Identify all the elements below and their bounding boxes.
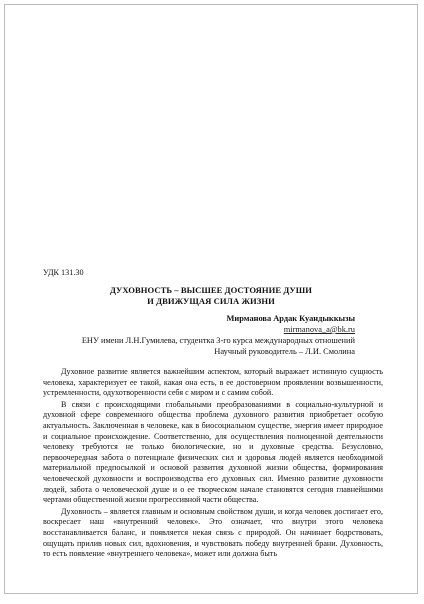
supervisor: Научный руководитель – Л.И. Смолина <box>214 347 355 356</box>
article-title <box>5 285 417 306</box>
title-line-2: И ДВИЖУЩАЯ СИЛА ЖИЗНИ <box>147 295 275 306</box>
author-block <box>5 313 417 357</box>
article-body <box>43 367 383 560</box>
author-email[interactable]: mirmanova_a@bk.ru <box>283 325 355 334</box>
paragraph-3: Духовность – является главным и основным свойством души, и когда человек достигает его, воскресает наш «внутренний человек». Это означает, что внутри этого человека восстанавливается баланс, и появляется некая связь с природой. Он начинает бодрствовать, ощущать прилив новых сил, вдохновения, и чувствовать победу внутренней брани. Духовность, то есть появление «внутреннего человека», может или должна быть <box>43 506 383 559</box>
document-page <box>4 4 418 594</box>
paragraph-1: Духовное развитие является важнейшим аспектом, который выражает истинную сущность человека, характеризует ее такой, какая она есть, в ее достоверном проявлении возвышенности, устремленности, одухотворенности себя с миром и с самим собой. <box>43 367 383 398</box>
paragraph-2: В связи с происходящими глобальными преобразованиями в социально-культурной и духовной сфере современного общества проблема духовного развития приобретает особую актуальность. Заключенная в человеке, как в биосоциальном существе, энергия имеет природное и социальное происхождение. Соответственно, для осуществления полноценной деятельности человеку требуются не только биологические, но и духовные средства. Безусловно, первоочередная забота о потенциале физических сил и здоровья людей является необходимой материальной предпосылкой и основой развития духовной жизни общества, формирования человеческой духовности и воспроизводства его духовных сил. Именно развитие духовности людей, забота о человеческой душе и о ее творческом начале становятся сегодня главнейшими чертами общественной жизни прогрессивной части общества. <box>43 399 383 505</box>
title-line-1: ДУХОВНОСТЬ – ВЫСШЕЕ ДОСТОЯНИЕ ДУШИ <box>109 285 312 295</box>
udk-code: УДК 131.30 <box>43 268 84 277</box>
author-affiliation: ЕНУ имени Л.Н.Гумилева, студентка 3-го курса международных отношений <box>81 336 355 345</box>
author-name: Мирманова Ардак Куандыккызы <box>226 314 355 323</box>
